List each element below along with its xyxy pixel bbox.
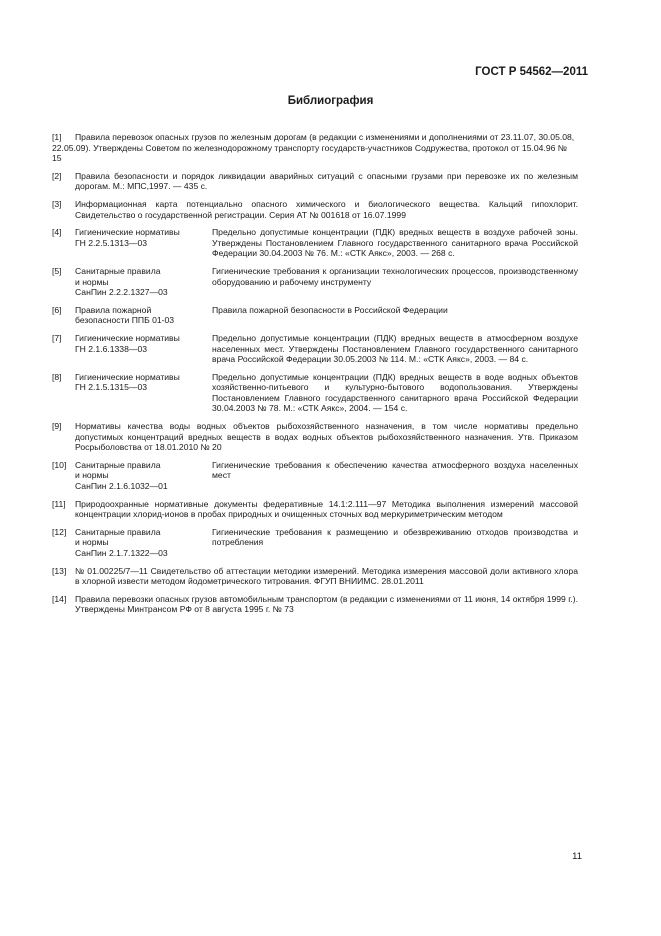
entry-number: [2]: [52, 170, 62, 181]
entry-number: [14]: [52, 593, 67, 604]
entry-text: Правила пожарной безопасности в Российской Федерации: [212, 304, 448, 315]
bibliography-entry: [52, 171, 578, 192]
bibliography-list: [52, 132, 578, 622]
entry-number: [9]: [52, 421, 62, 432]
entry-number: [4]: [52, 227, 62, 238]
bibliography-entry: [52, 199, 578, 220]
entry-text: Правила перевозки опасных грузов автомобильным транспортом (в редакции с изменениями от 11 июня, 14 октября 1999 г.). Утверждены Минтрансом РФ от 8 августа 1995 г. № 73: [75, 593, 578, 615]
entry-number: [12]: [52, 526, 67, 537]
entry-text: Гигиенические требования к обеспечению качества атмосферного воздуха населенных мест: [212, 459, 578, 481]
entry-doc-type: Правила пожарной безопасности ППБ 01-03: [75, 304, 175, 326]
page-number: 11: [572, 851, 582, 862]
entry-text: Нормативы качества воды водных объектов рыбохозяйственного назначения, в том числе нормативы предельно допустимых концентраций вредных веществ в водах водных объектов рыбохозяйственного назначения. Утв. Приказом Росрыболовства от 18.01.2010 № 20: [75, 421, 578, 453]
entry-number: [6]: [52, 304, 62, 315]
bibliography-entry: [52, 527, 578, 559]
bibliography-entry: [52, 499, 578, 520]
bibliography-entry: [52, 594, 578, 615]
entry-doc-type: Гигиенические нормативы ГН 2.2.5.1313—03: [75, 227, 180, 248]
entry-text: № 01.00225/7—11 Свидетельство об аттестации методики измерений. Методика измерения массовой доли активного хлора в хлорной извести методом йодометрического титрования. ФГУП ВНИИМС. 28.01.2011: [75, 565, 578, 587]
entry-number: [11]: [52, 498, 66, 509]
entry-text: Предельно допустимые концентрации (ПДК) вредных веществ в воздухе рабочей зоны. Утверждены Постановлением Главного государственного санитарного врача Российской Федерации 30.04.2003 № 76. М.: «СТК Аякс», 2003. — 268 с.: [212, 227, 578, 259]
entry-text: Природоохранные нормативные документы федеративные 14.1:2.111—97 Методика выполнения измерений массовой концентрации хлорид-ионов в пробах природных и очищенных сточных вод меркуриметрическим методом: [75, 498, 578, 520]
standard-code: ГОСТ Р 54562—2011: [475, 66, 588, 78]
entry-text: Предельно допустимые концентрации (ПДК) вредных веществ в атмосферном воздухе населенных мест. Утверждены Постановлением Главного государственного санитарного врача Российской Федерации 30.05.2003 № 114. М.: «СТК Аякс», 2003. — 84 с.: [212, 332, 578, 365]
bibliography-entry: [52, 372, 578, 414]
entry-doc-type: Санитарные правила и нормы СанПин 2.1.7.1322—03: [75, 526, 168, 558]
entry-number: [7]: [52, 332, 62, 343]
bibliography-entry: [52, 305, 578, 326]
page-title: Библиография: [287, 95, 374, 107]
entry-number: [8]: [52, 371, 62, 382]
bibliography-entry: [52, 132, 578, 164]
bibliography-entry: [52, 266, 578, 298]
entry-text: Правила перевозок опасных грузов по железным дорогам (в редакции с изменениями и дополнениями от 23.11.07, 30.05.08, 22.05.09). Утверждены Советом по железнодорожному транспорту государств-участников Содружества, протокол от 15.04.96 № 15: [52, 132, 575, 164]
entry-number: [3]: [52, 198, 62, 209]
entry-text: Гигиенические требования к организации технологических процессов, производственному оборудованию и рабочему инструменту: [212, 265, 578, 287]
bibliography-entry: [52, 333, 578, 365]
entry-text: Правила безопасности и порядок ликвидации аварийных ситуаций с опасными грузами при перевозке их по железным дорогам. М.: МПС,1997. — 435 с.: [75, 170, 578, 192]
entry-text: Гигиенические требования к размещению и обезвреживанию отходов производства и потребления: [212, 526, 578, 548]
entry-doc-type: Гигиенические нормативы ГН 2.1.5.1315—03: [75, 371, 180, 393]
entry-doc-type: Санитарные правила и нормы СанПин 2.2.2.1327—03: [75, 265, 168, 298]
entry-text: Информационная карта потенциально опасного химического и биологического вещества. Кальций гипохлорит. Свидетельство о государственной регистрации. Серия АТ № 001618 от 16.07.1999: [75, 198, 578, 220]
entry-text: Предельно допустимые концентрации (ПДК) вредных веществ в воде водных объектов хозяйственно-питьевого и культурно-бытового водопользования. Утверждены Постановлением Главного государственного санитарного врача Российской Федерации 30.04.2003 № 78. М.: «СТК Аякс», 2004. — 154 с.: [212, 371, 578, 414]
entry-doc-type: Гигиенические нормативы ГН 2.1.6.1338—03: [75, 332, 180, 354]
bibliography-entry: [52, 227, 578, 259]
bibliography-entry: [52, 566, 578, 587]
bibliography-entry: [52, 460, 578, 492]
bibliography-entry: [52, 421, 578, 453]
entry-number: [5]: [52, 265, 62, 276]
entry-number: [1]: [52, 132, 62, 142]
entry-number: [13]: [52, 565, 67, 576]
entry-doc-type: Санитарные правила и нормы СанПин 2.1.6.1032—01: [75, 459, 168, 492]
entry-number: [10]: [52, 459, 67, 470]
